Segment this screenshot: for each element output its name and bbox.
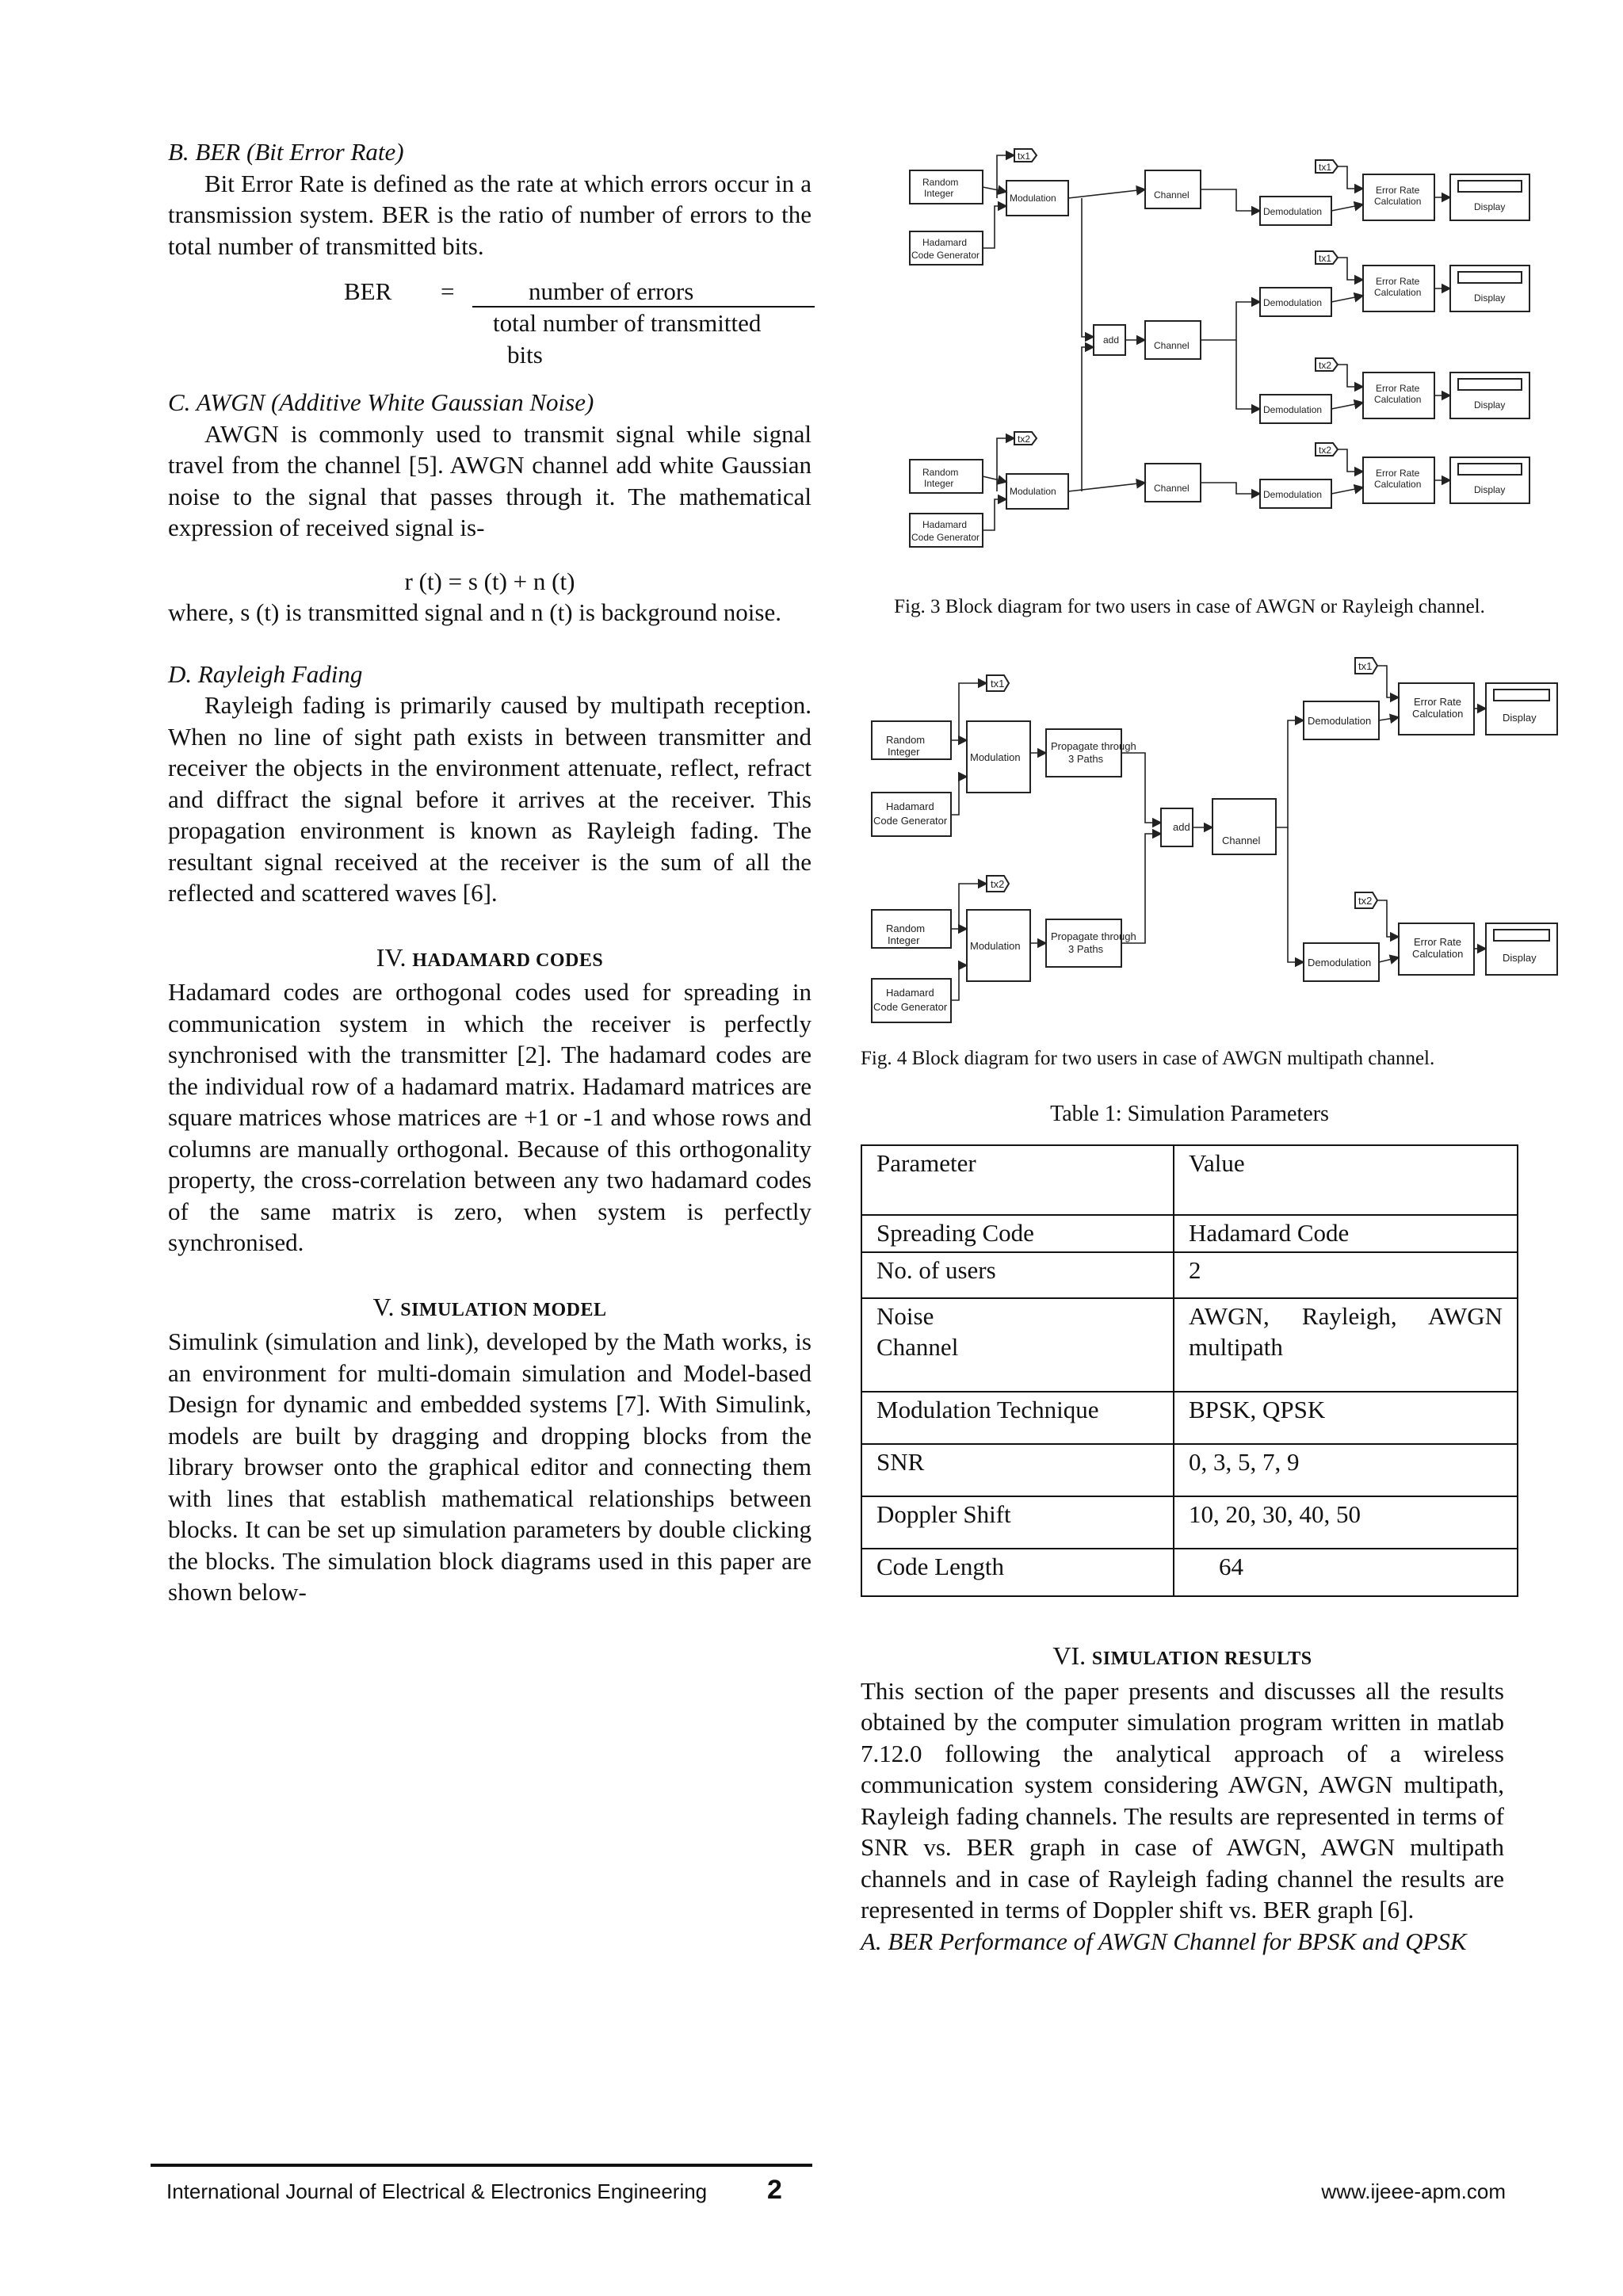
table-cell: Spreading Code	[861, 1215, 1174, 1252]
fig3-modulation-label: Modulation	[1010, 193, 1056, 204]
table-row	[861, 1444, 1518, 1496]
formula-numerator: number of errors	[529, 277, 694, 305]
table-cell-line: Channel	[876, 1333, 959, 1361]
fig4-modulation-label: Modulation	[970, 751, 1021, 763]
fig4-channel-label: Channel	[1222, 835, 1261, 846]
fig3-integer-label-2: Integer	[924, 478, 954, 489]
fig3-display-label-4: Display	[1474, 484, 1506, 495]
section-heading-hadamard	[168, 942, 812, 977]
fig4-hadamard-label: Hadamard	[886, 800, 934, 812]
fig4-display-label: Display	[1503, 712, 1537, 724]
section-heading-results	[861, 1641, 1504, 1675]
table-row	[861, 1496, 1518, 1549]
fig3-error-label-2: Error Rate	[1376, 276, 1420, 287]
table-cell: BPSK, QPSK	[1174, 1392, 1518, 1444]
table-row	[861, 1215, 1518, 1252]
fig3-tx1-from-2: tx1	[1319, 253, 1332, 264]
fig4-integer-label-2: Integer	[888, 934, 920, 946]
fig3-hadamard-label-2: Hadamard	[922, 519, 968, 530]
table-cell: Modulation Technique	[861, 1392, 1174, 1444]
fig4-integer-label: Integer	[888, 746, 920, 758]
fig4-error-label: Error Rate	[1414, 696, 1461, 708]
formula-equals: =	[441, 277, 455, 305]
received-signal-equation: r (t) = s (t) + n (t)	[404, 567, 575, 595]
formula-denominator-cont: bits	[507, 341, 543, 369]
table-cell: 0, 3, 5, 7, 9	[1174, 1444, 1518, 1496]
awgn-heading: C. AWGN (Additive White Gaussian Noise)	[168, 388, 594, 416]
table-cell: Hadamard Code	[1174, 1215, 1518, 1252]
table-header-row	[861, 1145, 1518, 1215]
page-footer	[151, 2164, 1506, 2211]
fig3-tx1-tag: tx1	[1018, 151, 1031, 162]
footer-rule	[151, 2164, 812, 2167]
section-heading-simulation-model	[168, 1292, 812, 1327]
table-title: Table 1: Simulation Parameters	[1050, 1102, 1329, 1126]
table-cell: No. of users	[861, 1252, 1174, 1298]
table-cell: AWGN, Rayleigh, AWGN multipath	[1174, 1298, 1518, 1392]
right-column-results	[861, 1641, 1504, 1957]
fig3-tx2-tag: tx2	[1018, 434, 1031, 445]
fig4-propagate-label: Propagate through	[1051, 740, 1136, 752]
fig3-hadamard-label: Hadamard	[922, 237, 968, 248]
fig3-display-label: Display	[1474, 201, 1506, 212]
section-numeral: IV.	[376, 942, 407, 972]
table-row	[861, 1298, 1518, 1392]
fig4-tx1-tag: tx1	[991, 678, 1005, 690]
fig3-codegen-label-2: Code Generator	[911, 532, 980, 543]
results-subheading: A. BER Performance of AWGN Channel for BPSK and QPSK	[861, 1927, 1467, 1955]
fig3-add-label: add	[1103, 334, 1120, 346]
fig4-error-label-2: Error Rate	[1414, 936, 1461, 948]
section-title: HADAMARD CODES	[412, 949, 604, 971]
fig4-calc-label: Calculation	[1412, 708, 1464, 720]
figure-4-block-diagram	[864, 642, 1561, 1034]
fig4-hadamard-label-2: Hadamard	[886, 987, 934, 999]
fig4-tx1-from: tx1	[1358, 660, 1373, 672]
fig3-error-label: Error Rate	[1376, 185, 1420, 196]
fig4-calc-label-2: Calculation	[1412, 948, 1464, 960]
figure-4-svg	[864, 642, 1561, 1034]
fig3-demod-label-3: Demodulation	[1263, 404, 1323, 415]
fig4-codegen-label-2: Code Generator	[873, 1001, 948, 1013]
footer-url: www.ijeee-apm.com	[1321, 2179, 1506, 2203]
figure-3-caption: Fig. 3 Block diagram for two users in case of AWGN or Rayleigh channel.	[894, 596, 1485, 617]
fig3-random-label: Random	[922, 177, 959, 188]
fig3-channel-label: Channel	[1154, 189, 1190, 201]
section-numeral: VI.	[1052, 1641, 1086, 1670]
equation-explanation: where, s (t) is transmitted signal and n (t) is background noise.	[168, 598, 781, 626]
fig4-codegen-label: Code Generator	[873, 815, 948, 827]
simulation-model-paragraph: Simulink (simulation and link), developed by the Math works, is an environment for multi-domain simulation and Model-based Design for dynamic and embedded systems [7]. With Simulink, models are built by dragging and dropping blocks from the library browser onto the graphical editor and connecting them with lines that establish mathematical relationships between blocks. It can be set up simulation parameters by double clicking the blocks. The simulation block diagrams used in this paper are shown below-	[168, 1328, 812, 1606]
fig3-channel-label-2: Channel	[1154, 340, 1190, 351]
fig3-codegen-label: Code Generator	[911, 250, 980, 261]
hadamard-paragraph: Hadamard codes are orthogonal codes used for spreading in communication system in which the receiver is perfectly synchronised with the transmitter [2]. The hadamard codes are the individual row of a hadamard matrix. Hadamard matrices are square matrices whose matrices are +1 or -1 and whose rows and columns are manually orthogonal. Because of this orthogonality property, the cross-correlation between any two hadamard codes of the same matrix is zero, when system is perfectly synchronised.	[168, 978, 812, 1256]
fig4-demod-label-2: Demodulation	[1308, 957, 1372, 968]
fig3-demod-label: Demodulation	[1263, 206, 1323, 217]
fig4-paths-label: 3 Paths	[1068, 753, 1104, 765]
fig4-modulation-label-2: Modulation	[970, 940, 1021, 952]
fig3-tx2-from-2: tx2	[1319, 445, 1332, 456]
fig3-integer-label: Integer	[924, 188, 954, 199]
table-cell: 2	[1174, 1252, 1518, 1298]
fig3-calc-label-4: Calculation	[1374, 479, 1422, 490]
table-row	[861, 1252, 1518, 1298]
rayleigh-heading: D. Rayleigh Fading	[168, 659, 363, 688]
fig3-calc-label-3: Calculation	[1374, 394, 1422, 405]
fig4-tx2-tag: tx2	[991, 878, 1005, 890]
simulation-parameters-table	[861, 1144, 1518, 1597]
fig4-random-label-2: Random	[886, 923, 926, 934]
fig4-demod-label: Demodulation	[1308, 715, 1372, 727]
fig3-demod-label-2: Demodulation	[1263, 297, 1323, 308]
table-cell: 10, 20, 30, 40, 50	[1174, 1496, 1518, 1549]
table-cell: Code Length	[861, 1549, 1174, 1596]
table-cell: Doppler Shift	[861, 1496, 1174, 1549]
fig3-display-label-3: Display	[1474, 399, 1506, 411]
fig3-display-label-2: Display	[1474, 292, 1506, 304]
section-numeral: V.	[372, 1292, 395, 1321]
formula-lhs: BER	[344, 277, 392, 305]
fig3-tx1-from: tx1	[1319, 162, 1332, 173]
fig3-calc-label: Calculation	[1374, 196, 1422, 207]
fig4-propagate-label-2: Propagate through	[1051, 930, 1136, 942]
fig4-add-label: add	[1173, 821, 1190, 833]
table-header-cell: Parameter	[861, 1145, 1174, 1215]
table-cell: 64	[1174, 1549, 1518, 1596]
figure-3-block-diagram	[903, 143, 1537, 575]
fig3-tx2-from: tx2	[1319, 360, 1332, 371]
fig3-random-label-2: Random	[922, 467, 959, 478]
fig3-demod-label-4: Demodulation	[1263, 489, 1323, 500]
footer-journal-name: International Journal of Electrical & Electronics Engineering	[166, 2179, 708, 2203]
table-cell-line: Noise	[876, 1302, 934, 1330]
fig3-error-label-4: Error Rate	[1376, 468, 1420, 479]
fig3-calc-label-2: Calculation	[1374, 287, 1422, 298]
table-header-cell: Value	[1174, 1145, 1518, 1215]
ber-heading: B. BER (Bit Error Rate)	[168, 138, 404, 166]
fig4-display-label-2: Display	[1503, 952, 1537, 964]
ber-formula	[168, 276, 812, 371]
left-column	[168, 136, 812, 1608]
fig4-tx2-from: tx2	[1358, 895, 1373, 907]
fig4-random-label: Random	[886, 734, 926, 746]
table-cell	[861, 1298, 1174, 1392]
footer-page-number: 2	[767, 2175, 782, 2205]
figure-4-caption: Fig. 4 Block diagram for two users in case of AWGN multipath channel.	[861, 1048, 1435, 1069]
fig3-modulation-label-2: Modulation	[1010, 486, 1056, 497]
fig3-error-label-3: Error Rate	[1376, 383, 1420, 394]
section-title: SIMULATION RESULTS	[1091, 1648, 1312, 1669]
fig3-channel-label-3: Channel	[1154, 483, 1190, 494]
formula-denominator: total number of transmitted	[493, 309, 762, 337]
ber-paragraph: Bit Error Rate is defined as the rate at which errors occur in a transmission system. BER is the ratio of number of errors to the total number of transmitted bits.	[168, 169, 812, 260]
table-row	[861, 1549, 1518, 1596]
results-paragraph: This section of the paper presents and discusses all the results obtained by the computer simulation program written in matlab 7.12.0 following the analytical approach of a wireless communication system considering AWGN, AWGN multipath, Rayleigh fading channels. The results are represented in terms of SNR vs. BER graph in case of AWGN, AWGN multipath channels and in case of Rayleigh fading channel the results are represented in terms of Doppler shift vs. BER graph [6].	[861, 1676, 1504, 1924]
awgn-paragraph: AWGN is commonly used to transmit signal while signal travel from the channel [5]. AWGN channel add white Gaussian noise to the signal that passes through it. The mathematical expression of received signal is-	[168, 419, 812, 541]
fig4-paths-label-2: 3 Paths	[1068, 943, 1104, 955]
figure-3-svg	[903, 143, 1537, 575]
section-title: SIMULATION MODEL	[400, 1299, 607, 1320]
table-row	[861, 1392, 1518, 1444]
rayleigh-paragraph: Rayleigh fading is primarily caused by multipath reception. When no line of sight path exists in between transmitter and receiver the objects in the environment attenuate, reflect, refract and diffract the signal before it arrives at the receiver. This propagation environment is known as Rayleigh fading. The resultant signal received at the receiver is the sum of all the reflected and scattered waves [6].	[168, 691, 812, 907]
table-cell: SNR	[861, 1444, 1174, 1496]
